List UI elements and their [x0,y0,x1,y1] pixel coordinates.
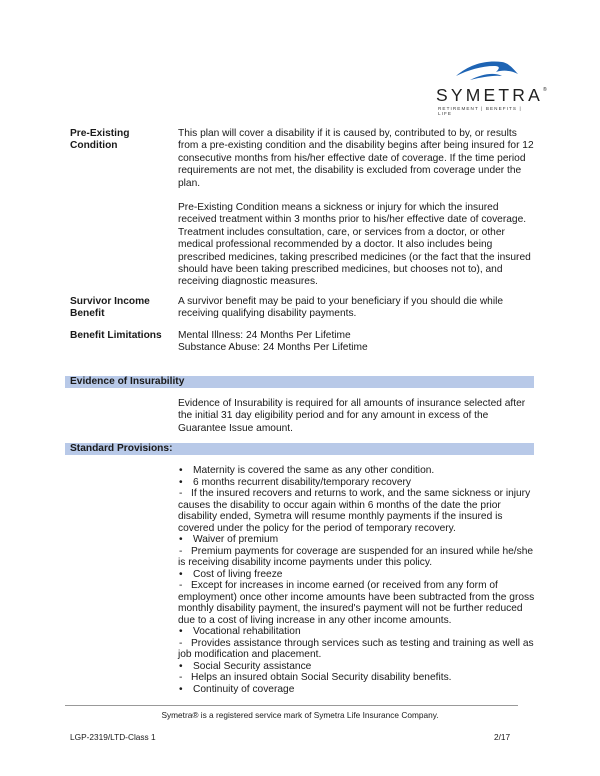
provision-detail: - Premium payments for coverage are suspended for an insured while he/she is receiving disability income payments under this policy. [178,546,538,569]
limitations-label: Benefit Limitations [70,330,162,341]
provision-detail: - Helps an insured obtain Social Security disability benefits. [178,672,538,684]
logo-wordmark: SYMETRA [436,85,543,105]
provision-item: • Cost of living freeze [178,569,538,581]
provision-detail: - Except for increases in income earned (or received from any form of employment) once other income amounts have been subtracted from the gross monthly disability payment, the insured's payment will not be further reduced due to a cost of living increase in any other income amounts. [178,580,538,626]
footer-divider [65,705,518,706]
evidence-body: Evidence of Insurability is required for all amounts of insurance selected after the initial 31 day eligibility period and for any amount in excess of the Guarantee Issue amount. [178,398,526,434]
standard-provisions-heading: Standard Provisions: [65,443,534,455]
survivor-label: Survivor Income Benefit [70,296,150,320]
evidence-heading: Evidence of Insurability [65,376,534,388]
pre-existing-paragraph: This plan will cover a disability if it is caused by, contributed to by, or results from a pre-existing condition and the disability begins after being insured for 12 consecutive months from his/her effective date of coverage. If the time period requirements are not met, the disability is excluded from coverage under the plan. [178,128,534,189]
symetra-logo [432,58,547,118]
provision-item: • Social Security assistance [178,661,538,673]
limitation-substance-abuse: Substance Abuse: 24 Months Per Lifetime [178,342,368,354]
pre-existing-body [178,128,534,289]
trademark-notice: Symetra® is a registered service mark of Symetra Life Insurance Company. [161,710,439,720]
provision-item: • 6 months recurrent disability/temporary recovery [178,477,538,489]
form-id: LGP-2319/LTD-Class 1 [70,732,156,742]
survivor-body: A survivor benefit may be paid to your beneficiary if you should die while receiving qualifying disability payments. [178,296,504,320]
provision-item: • Maternity is covered the same as any other condition. [178,465,538,477]
provision-detail: - If the insured recovers and returns to work, and the same sickness or injury causes the disability to occur again within 6 months of the date the prior disability ended, Symetra will resume monthly payments if the insured is covered under the policy for the period of temporary recovery. [178,488,538,534]
limitation-mental-illness: Mental Illness: 24 Months Per Lifetime [178,330,351,341]
logo-tagline: RETIREMENT | BENEFITS | LIFE [438,106,522,116]
limitations-body [178,330,534,355]
registered-mark: ® [543,87,547,93]
page-number: 2/17 [494,732,511,742]
provision-item: • Waiver of premium [178,534,538,546]
swoosh-icon [452,58,522,88]
pre-existing-label: Pre-Existing Condition [70,128,130,152]
provision-item: • Continuity of coverage [178,684,538,696]
provision-detail: - Provides assistance through services such as testing and training as well as job modification and placement. [178,638,538,661]
standard-provisions-list [178,465,538,695]
pre-existing-definition: Pre-Existing Condition means a sickness or injury for which the insured received treatment within 3 months prior to his/her effective date of coverage. Treatment includes consultation, care, or services from a doctor, or other medical professional recommended by a doctor. It also includes being prescribed medicines, taking prescribed medicines (or the fact that the insured should have been taking prescribed medicines, but chooses not to), and receiving diagnostic measures. [178,202,531,288]
provision-item: • Vocational rehabilitation [178,626,538,638]
